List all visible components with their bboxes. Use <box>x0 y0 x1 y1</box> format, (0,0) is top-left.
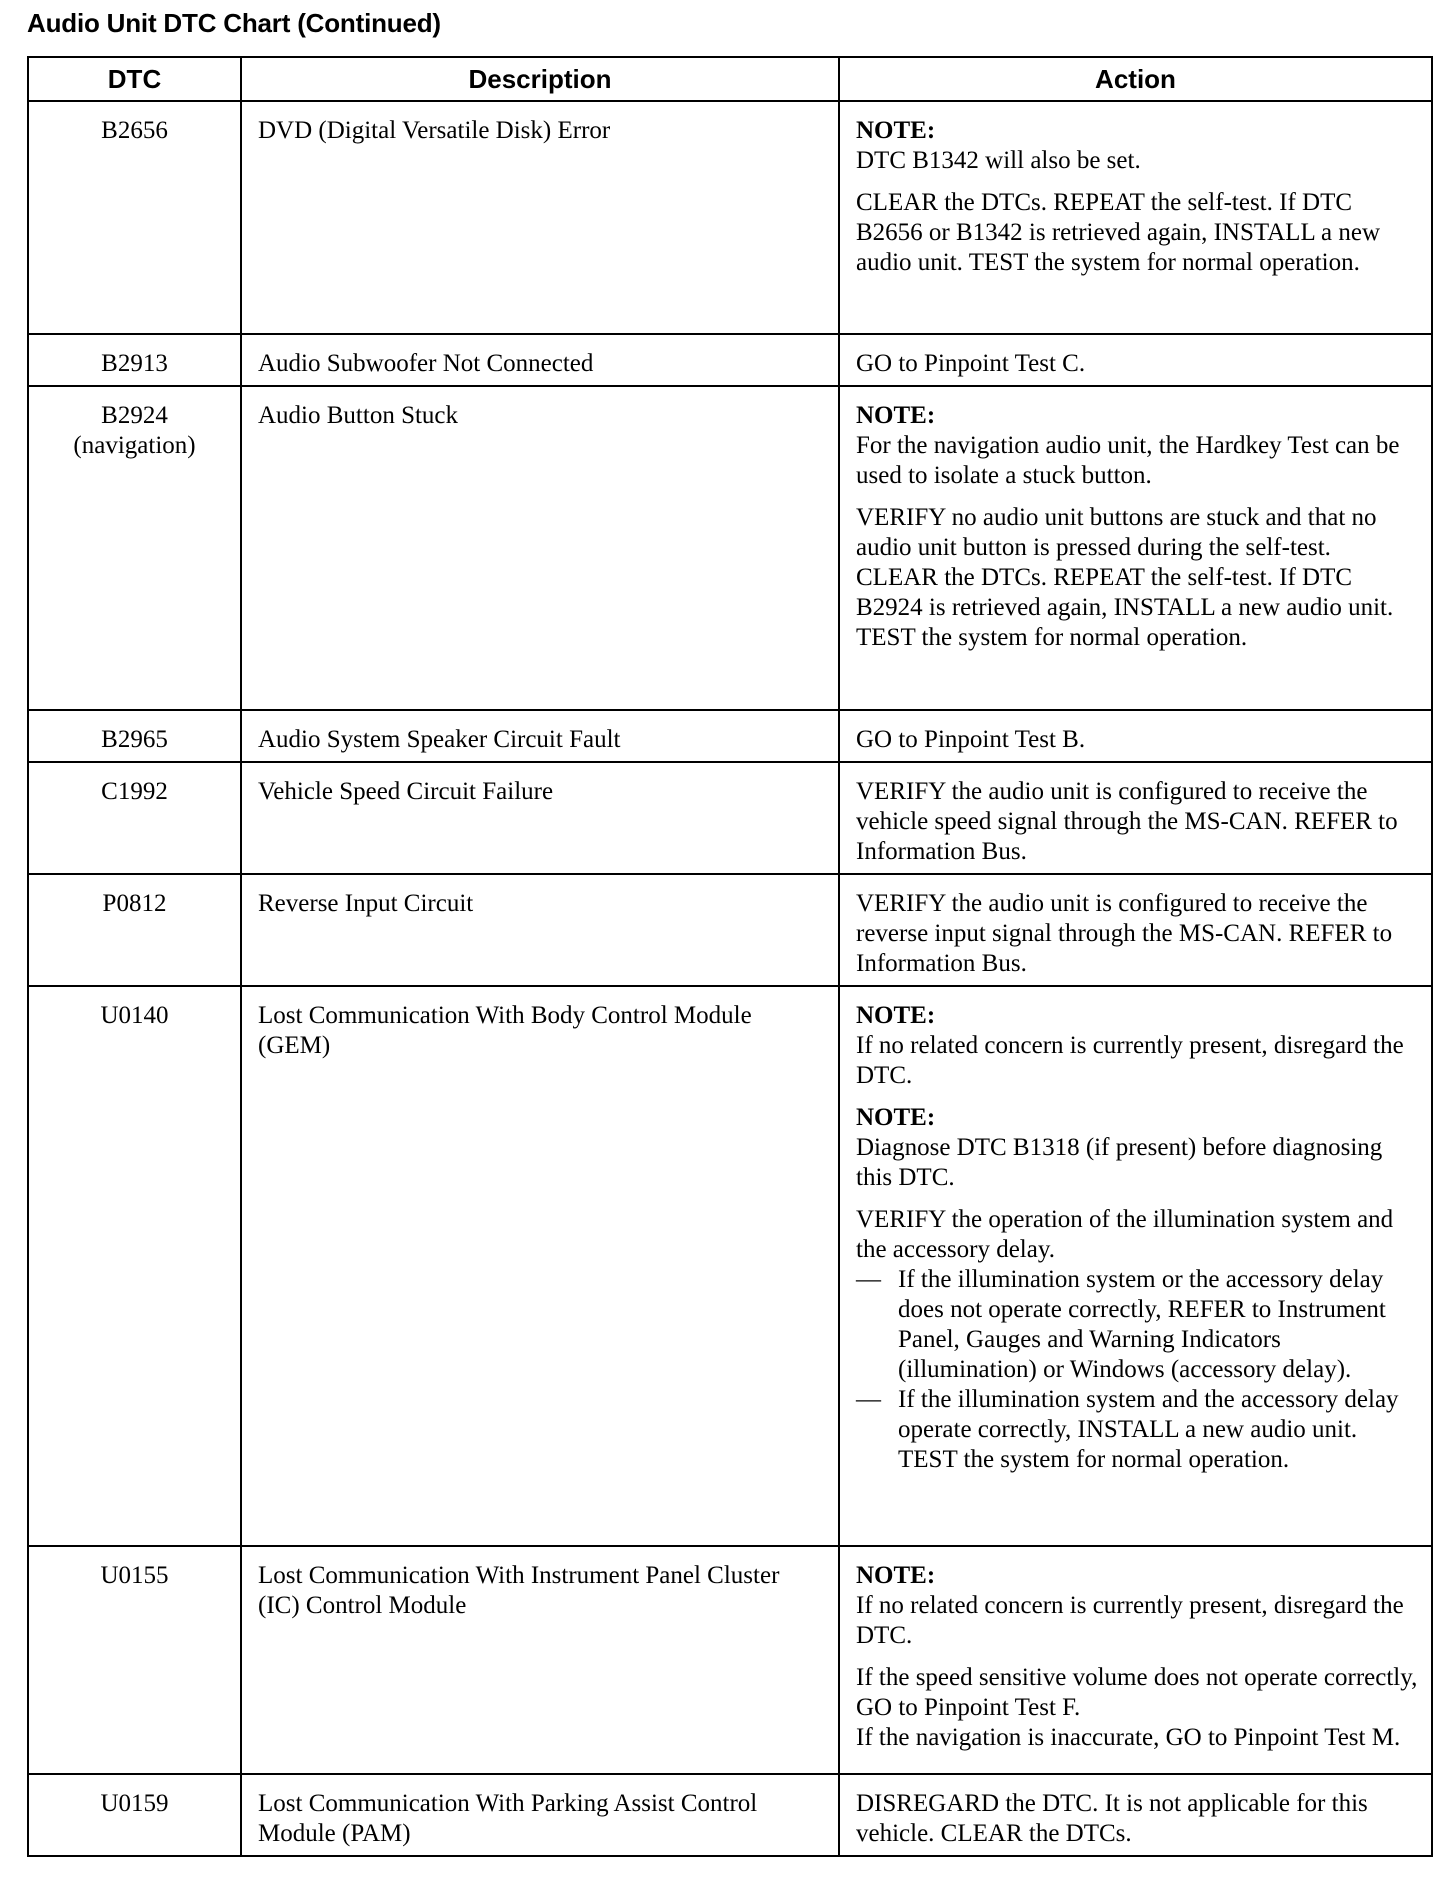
header-dtc: DTC <box>28 57 241 101</box>
action-bullet <box>856 1265 1419 1385</box>
action-paragraph: If the navigation is inaccurate, GO to Pinpoint Test M. <box>856 1724 1401 1751</box>
action-cell <box>839 762 1432 874</box>
description-cell: Audio Subwoofer Not Connected <box>241 334 839 386</box>
header-action: Action <box>839 57 1432 101</box>
table-row <box>28 1774 1432 1856</box>
note-text: If no related concern is currently present, disregard the DTC. <box>856 1032 1404 1089</box>
note-block <box>856 116 1419 176</box>
bullet-text: If the illumination system and the accessory delay operate correctly, INSTALL a new audio unit. TEST the system for normal operation. <box>898 1386 1399 1473</box>
action-paragraph: VERIFY the audio unit is configured to receive the vehicle speed signal through the MS-CAN. REFER to Information Bus. <box>856 778 1398 865</box>
chart-title: Audio Unit DTC Chart (Continued) <box>27 8 441 38</box>
note-block <box>856 401 1419 491</box>
note-heading: NOTE: <box>856 117 936 144</box>
action-text <box>856 1789 1419 1849</box>
description-cell: DVD (Digital Versatile Disk) Error <box>241 101 839 334</box>
dtc-code: U0140 <box>100 1002 169 1029</box>
note-text: Diagnose DTC B1318 (if present) before diagnosing this DTC. <box>856 1134 1383 1191</box>
table-row <box>28 986 1432 1546</box>
action-paragraph: VERIFY no audio unit buttons are stuck and that no audio unit button is pressed during the self-test. CLEAR the DTCs. REPEAT the self-test. If DTC B2924 is retrieved again, INSTALL a new audio unit. TEST the system for normal operation. <box>856 504 1394 651</box>
header-description: Description <box>241 57 839 101</box>
dtc-cell <box>28 710 241 762</box>
dash-marker: — <box>856 1266 881 1293</box>
dtc-code: B2656 <box>101 117 168 144</box>
table-header-row <box>28 57 1432 101</box>
note-text: If no related concern is currently present, disregard the DTC. <box>856 1592 1404 1649</box>
action-paragraph: If the speed sensitive volume does not operate correctly, GO to Pinpoint Test F. <box>856 1664 1418 1721</box>
dtc-code: C1992 <box>101 778 168 805</box>
action-cell <box>839 101 1432 334</box>
dtc-code: U0159 <box>100 1790 169 1817</box>
table-row <box>28 874 1432 986</box>
description-cell: Lost Communication With Parking Assist Control Module (PAM) <box>241 1774 839 1856</box>
action-text <box>856 1663 1419 1753</box>
action-cell <box>839 1774 1432 1856</box>
dtc-qualifier: (navigation) <box>73 432 196 459</box>
action-paragraph: GO to Pinpoint Test C. <box>856 350 1086 377</box>
dtc-cell <box>28 762 241 874</box>
dtc-cell <box>28 334 241 386</box>
action-paragraph: GO to Pinpoint Test B. <box>856 726 1086 753</box>
note-text: DTC B1342 will also be set. <box>856 147 1141 174</box>
note-text: For the navigation audio unit, the Hardkey Test can be used to isolate a stuck button. <box>856 432 1400 489</box>
action-text <box>856 503 1419 653</box>
dtc-cell <box>28 386 241 710</box>
table-row <box>28 101 1432 334</box>
table-row <box>28 710 1432 762</box>
action-bullet <box>856 1385 1419 1475</box>
dtc-code: B2965 <box>101 726 168 753</box>
dtc-cell <box>28 1774 241 1856</box>
dtc-code: P0812 <box>102 890 167 917</box>
note-heading: NOTE: <box>856 1002 936 1029</box>
note-block <box>856 1103 1419 1193</box>
description-cell: Lost Communication With Body Control Module (GEM) <box>241 986 839 1546</box>
note-heading: NOTE: <box>856 1104 936 1131</box>
note-heading: NOTE: <box>856 1562 936 1589</box>
dtc-code: U0155 <box>100 1562 169 1589</box>
action-cell <box>839 710 1432 762</box>
note-block <box>856 1001 1419 1091</box>
action-cell <box>839 1546 1432 1774</box>
table-row <box>28 1546 1432 1774</box>
action-paragraph: DISREGARD the DTC. It is not applicable for this vehicle. CLEAR the DTCs. <box>856 1790 1368 1847</box>
description-cell: Reverse Input Circuit <box>241 874 839 986</box>
action-text <box>856 188 1419 278</box>
dtc-table <box>27 56 1433 1857</box>
action-paragraph: VERIFY the audio unit is configured to receive the reverse input signal through the MS-CAN. REFER to Information Bus. <box>856 890 1393 977</box>
action-cell <box>839 874 1432 986</box>
dtc-cell <box>28 1546 241 1774</box>
bullet-text: If the illumination system or the accessory delay does not operate correctly, REFER to Instrument Panel, Gauges and Warning Indicators (illumination) or Windows (accessory delay). <box>898 1266 1386 1383</box>
action-text <box>856 349 1419 379</box>
description-cell: Lost Communication With Instrument Panel Cluster (IC) Control Module <box>241 1546 839 1774</box>
action-text <box>856 1205 1419 1475</box>
note-heading: NOTE: <box>856 402 936 429</box>
action-cell <box>839 334 1432 386</box>
note-block <box>856 1561 1419 1651</box>
action-paragraph: CLEAR the DTCs. REPEAT the self-test. If DTC B2656 or B1342 is retrieved again, INSTALL a new audio unit. TEST the system for normal operation. <box>856 189 1381 276</box>
dtc-cell <box>28 101 241 334</box>
dtc-cell <box>28 874 241 986</box>
table-body <box>28 101 1432 1856</box>
action-text <box>856 725 1419 755</box>
action-paragraph: VERIFY the operation of the illumination system and the accessory delay. <box>856 1206 1394 1263</box>
dash-marker: — <box>856 1386 881 1413</box>
dtc-code: B2913 <box>101 350 168 377</box>
action-text <box>856 777 1419 867</box>
action-cell <box>839 386 1432 710</box>
description-cell: Audio System Speaker Circuit Fault <box>241 710 839 762</box>
action-text <box>856 889 1419 979</box>
dtc-cell <box>28 986 241 1546</box>
table-row <box>28 762 1432 874</box>
action-cell <box>839 986 1432 1546</box>
table-row <box>28 334 1432 386</box>
dtc-code: B2924 <box>101 402 168 429</box>
description-cell: Vehicle Speed Circuit Failure <box>241 762 839 874</box>
table-row <box>28 386 1432 710</box>
description-cell: Audio Button Stuck <box>241 386 839 710</box>
